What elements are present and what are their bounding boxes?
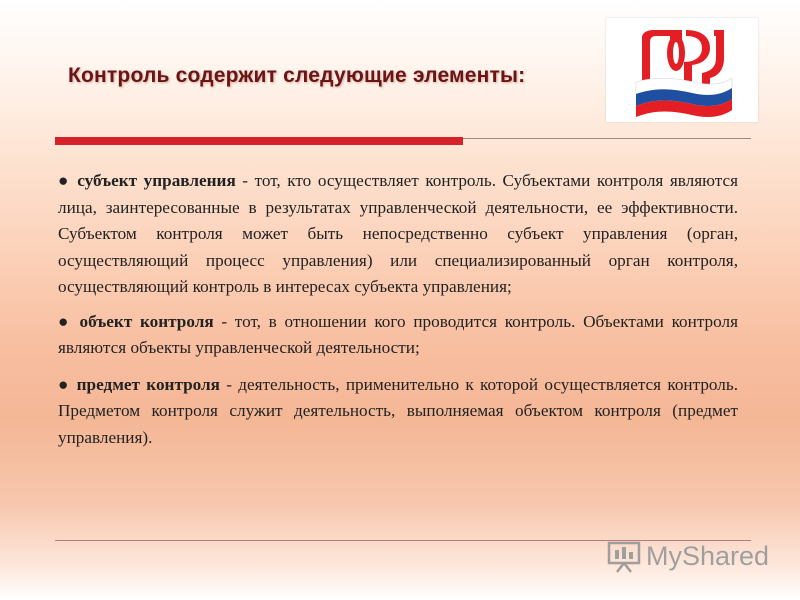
presentation-board-icon	[606, 538, 642, 574]
item-text: - тот, кто осуществляет контроль. Субъектами контроля являются лица, заинтересованные в результатах управленческой деятельности, ее эффективности. Субъектом контроля может быть непосредственно субъект управления (орган, осуществляющий процесс управления) или специализированный орган контроля, осуществляющий контроль в интересах субъекта управления;	[58, 171, 738, 296]
bullet: ●	[58, 311, 72, 331]
slide-title: Контроль содержит следующие элементы:	[68, 64, 526, 87]
list-item	[58, 168, 738, 301]
item-text: - деятельность, применительно к которой осуществляется контроль. Предметом контроля служит деятельность, выполняемая объектом контроля (предмет управления).	[58, 374, 739, 447]
item-text: - тот, в отношении кого проводится контроль. Объектами контроля являются объекты управленческой деятельности;	[58, 311, 738, 357]
list-item	[58, 309, 738, 362]
bullet: ●	[58, 171, 71, 190]
pfr-logo-icon	[606, 18, 758, 122]
divider-line	[463, 138, 751, 139]
watermark	[606, 536, 769, 576]
content-body	[58, 168, 738, 451]
logo-box	[606, 18, 758, 122]
term-object: объект контроля	[79, 311, 214, 331]
list-item	[58, 372, 738, 452]
term-subject: субъект управления	[77, 171, 236, 190]
accent-bar	[55, 137, 463, 145]
watermark-text: MyShared	[646, 540, 770, 571]
bullet: ●	[58, 374, 71, 394]
term-subject-matter: предмет контроля	[76, 374, 220, 394]
